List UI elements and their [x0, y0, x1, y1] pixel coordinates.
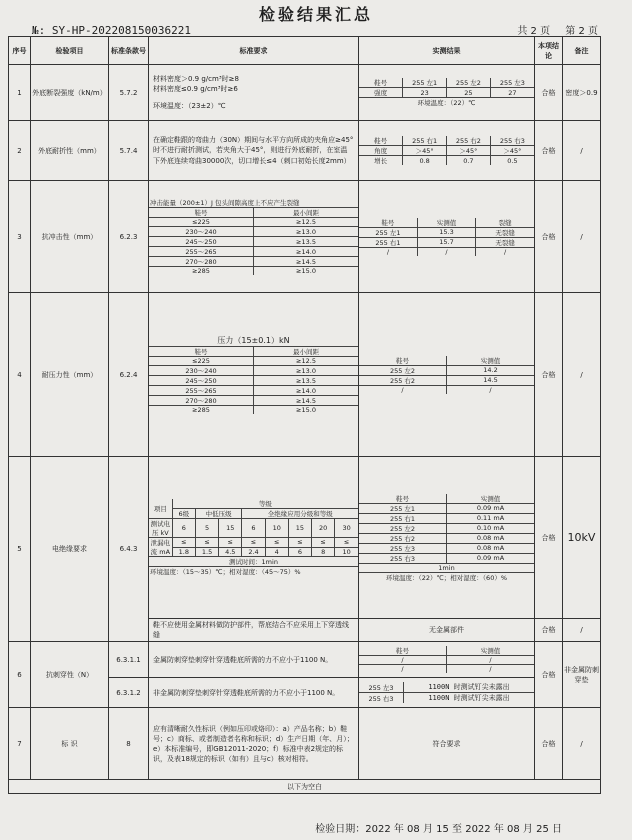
size-range: ≥285 — [149, 267, 254, 276]
res-crack: 裂缝 — [476, 218, 534, 228]
row-measured — [359, 65, 535, 121]
voltage-value: 30 — [335, 519, 358, 538]
current-sign: ≤ — [312, 538, 335, 548]
requirement-header: 冲击能量（200±1）J 包头间隙高度上不应产生裂缝 — [149, 198, 358, 208]
row-seq: 3 — [9, 181, 31, 293]
label-value: 实测值 — [447, 494, 535, 504]
measured-value: 27 — [490, 88, 534, 98]
measured-value: 0.10 mA — [447, 523, 535, 533]
row-measured — [359, 293, 535, 457]
row-remark: / — [563, 181, 601, 293]
table-row — [9, 121, 601, 181]
min-gap: ≥14.0 — [254, 386, 359, 396]
voltage-value: 15 — [219, 519, 242, 538]
col-value: 实测值 — [447, 646, 535, 656]
measured-value: 0.08 mA — [447, 543, 535, 553]
row-conclusion: 合格 — [535, 708, 563, 780]
env-result: 环境温度：（22）℃；相对湿度：（60）% — [359, 572, 534, 582]
requirement-line: 材料密度＞0.9 g/cm³时≥8 — [153, 75, 239, 84]
row-conclusion: 合格 — [535, 457, 563, 619]
size-range: 270～280 — [149, 396, 254, 406]
header-conclusion: 本项结论 — [535, 37, 563, 65]
shoe-size: 255 左1 — [403, 78, 447, 88]
shoe-size: / — [359, 385, 447, 394]
shoe-size: 255 左1 — [359, 503, 447, 513]
table-row — [9, 642, 601, 678]
size-range: 230～240 — [149, 366, 254, 376]
row-item: 外底断裂强度（kN/m） — [31, 65, 109, 121]
current-sign: ≤ — [265, 538, 288, 548]
current-value: 1.5 — [195, 547, 218, 557]
row-remark: 密度＞0.9 — [563, 65, 601, 121]
voltage-value: 6 — [172, 519, 195, 538]
requirement-subtable — [149, 198, 358, 275]
shoe-size: 255 右2 — [359, 375, 447, 385]
growth-value: 0.7 — [447, 156, 491, 166]
measured-value: 1100N 时测试钉尖未露出 — [404, 693, 535, 704]
shoe-size: 255 左1 — [359, 227, 417, 237]
row-measured — [359, 121, 535, 181]
row-seq: 4 — [9, 293, 31, 457]
table-row — [9, 708, 601, 780]
row-item: 抗刺穿性（N） — [31, 642, 109, 708]
shoe-size: 255 右3 — [359, 553, 447, 563]
row-remark: 10kV — [563, 457, 601, 619]
current-value: 6 — [288, 547, 311, 557]
current-value: 2.4 — [242, 547, 265, 557]
row-requirement: 在确定鞋跟的弯曲力（30N）期间与水平方向所成的夹角应≥45°时不进行耐折测试，若夹角大于45°，则进行外底耐折，在室温下外底连续弯曲30000次，切口增长≤4（刺口初始长度2mm） — [149, 121, 359, 181]
row-requirement — [149, 65, 359, 121]
label-shoe: 鞋号 — [359, 494, 447, 504]
size-range: ≤225 — [149, 218, 254, 227]
row-remark: / — [563, 293, 601, 457]
row-requirement: 金属防刺穿垫刺穿针穿透鞋底所需的力不应小于1100 N。 — [149, 642, 359, 678]
row-clause: 6.3.1.2 — [109, 678, 149, 708]
min-gap: ≥14.0 — [254, 247, 359, 257]
shoe-size: 255 左3 — [359, 682, 404, 693]
measured-value: 0.11 mA — [447, 513, 535, 523]
size-range: 255～265 — [149, 386, 254, 396]
res-shoe: 鞋号 — [359, 218, 417, 228]
row-seq: 7 — [9, 708, 31, 780]
growth-value: 0.5 — [490, 156, 534, 166]
measured-subtable — [359, 218, 534, 256]
res-value: 实测值 — [447, 356, 535, 366]
header-remark: 备注 — [563, 37, 601, 65]
table-row — [9, 181, 601, 293]
shoe-size: / — [359, 665, 447, 674]
group-low: 6级 — [172, 509, 195, 519]
row-requirement — [149, 457, 359, 619]
voltage-value: 20 — [312, 519, 335, 538]
current-sign: ≤ — [288, 538, 311, 548]
measured-value: 15.3 — [417, 227, 475, 237]
voltage-value: 5 — [195, 519, 218, 538]
res-value: 实测值 — [417, 218, 475, 228]
current-sign: ≤ — [335, 538, 358, 548]
table-row — [9, 293, 601, 457]
min-gap: ≥13.0 — [254, 366, 359, 376]
min-gap: ≥15.0 — [254, 406, 359, 415]
row-requirement: 应有清晰耐久性标识（例如压印或烙印）：a）产品名称；b）鞋号；c）商标、或者制造者名称和标识；d）生产日期（年、月）；e）本标准编号，即GB12011-2020；f）标准中表2规定的标识，及表18规定的标识（如有）且与c）核对相符。 — [149, 708, 359, 780]
label-growth: 增长 — [359, 156, 403, 166]
measured-value: 23 — [403, 88, 447, 98]
measured-value: / — [447, 385, 535, 394]
shoe-size: 255 左3 — [359, 543, 447, 553]
footer-note: 以下为空白 — [9, 780, 601, 794]
report-number: №: SY-HP-202208150036221 — [32, 24, 191, 37]
label-voltage: 测试电压 kV — [149, 519, 172, 538]
crack-result: 无裂缝 — [476, 237, 534, 247]
measured-subtable — [359, 682, 534, 703]
measured-subtable — [359, 356, 534, 394]
angle-value: ＞45° — [403, 146, 447, 156]
table-header — [9, 37, 601, 65]
row-remark: 非金属防刺穿垫 — [563, 642, 601, 708]
res-shoe: 鞋号 — [359, 356, 447, 366]
measured-subtable — [359, 78, 534, 107]
voltage-value: 15 — [288, 519, 311, 538]
min-gap: ≥13.5 — [254, 376, 359, 386]
row-clause: 5.7.4 — [109, 121, 149, 181]
table-row — [9, 457, 601, 619]
col-min: 最小间距 — [254, 347, 359, 357]
min-gap: ≥14.5 — [254, 257, 359, 267]
metal-result: 无金属部件 — [359, 619, 535, 642]
header-measured: 实测结果 — [359, 37, 535, 65]
row-item: 耐压力性（mm） — [31, 293, 109, 457]
row-clause: 6.4.3 — [109, 457, 149, 642]
current-sign: ≤ — [172, 538, 195, 548]
row-requirement — [149, 181, 359, 293]
row-clause: 6.2.4 — [109, 293, 149, 457]
min-gap: ≥12.5 — [254, 357, 359, 366]
current-value: 4.5 — [219, 547, 242, 557]
crack-result: 无裂缝 — [476, 227, 534, 237]
shoe-size: 255 右1 — [359, 237, 417, 247]
current-sign: ≤ — [195, 538, 218, 548]
angle-value: ＞45° — [447, 146, 491, 156]
size-range: 270～280 — [149, 257, 254, 267]
measured-value: 0.08 mA — [447, 533, 535, 543]
page-total: 共 2 页 — [517, 26, 551, 37]
voltage-value: 6 — [242, 519, 265, 538]
row-item: 外底耐折性（mm） — [31, 121, 109, 181]
shoe-size: 255 左3 — [490, 78, 534, 88]
row-measured — [359, 678, 535, 708]
header-requirement: 标准要求 — [149, 37, 359, 65]
measured-value: / — [417, 247, 475, 256]
table-row — [9, 65, 601, 121]
row-conclusion: 合格 — [535, 642, 563, 708]
current-value: 1.8 — [172, 547, 195, 557]
test-date: 检验日期：2022 年 08 月 15 至 2022 年 08 月 25 日 — [315, 824, 562, 835]
row-clause: 6.3.1.1 — [109, 642, 149, 678]
shoe-size: / — [359, 247, 417, 256]
measured-value: 15.7 — [417, 237, 475, 247]
row-item: 抗冲击性（mm） — [31, 181, 109, 293]
shoe-size: 255 左2 — [359, 365, 447, 375]
size-range: ≤225 — [149, 357, 254, 366]
header-item: 检验项目 — [31, 37, 109, 65]
row-remark: / — [563, 121, 601, 181]
row-clause: 6.2.3 — [109, 181, 149, 293]
size-range: 245～250 — [149, 237, 254, 247]
row-requirement — [149, 293, 359, 457]
row-remark: / — [563, 708, 601, 780]
row-remark: / — [563, 619, 601, 642]
page-current: 第 2 页 — [565, 26, 598, 37]
row-measured: 符合要求 — [359, 708, 535, 780]
measured-subtable — [359, 494, 534, 582]
row-conclusion: 合格 — [535, 619, 563, 642]
current-value: 8 — [312, 547, 335, 557]
shoe-size: 255 右3 — [490, 136, 534, 146]
row-conclusion: 合格 — [535, 293, 563, 457]
shoe-size: 255 右3 — [359, 693, 404, 704]
row-clause: 5.7.2 — [109, 65, 149, 121]
label-shoe: 鞋号 — [359, 78, 403, 88]
size-range: 245～250 — [149, 376, 254, 386]
label-item: 项目 — [149, 499, 172, 519]
row-conclusion: 合格 — [535, 65, 563, 121]
shoe-size: 255 右1 — [403, 136, 447, 146]
results-table — [8, 36, 601, 794]
group-mid: 中低压级 — [195, 509, 241, 519]
row-measured — [359, 457, 535, 619]
shoe-size: / — [359, 656, 447, 665]
insulation-grade-table — [149, 499, 358, 576]
page-title: 检验结果汇总 — [258, 5, 373, 24]
measured-value: 14.2 — [447, 365, 535, 375]
row-item: 标 识 — [31, 708, 109, 780]
col-min: 最小间距 — [254, 208, 359, 218]
measured-value: / — [447, 665, 535, 674]
footer-row — [9, 780, 601, 794]
min-gap: ≥15.0 — [254, 267, 359, 276]
row-item: 电绝缘要求 — [31, 457, 109, 642]
angle-value: ＞45° — [490, 146, 534, 156]
header-seq: 序号 — [9, 37, 31, 65]
col-shoe: 鞋号 — [149, 347, 254, 357]
row-clause: 8 — [109, 708, 149, 780]
current-value: 10 — [335, 547, 358, 557]
test-duration: 测试时间：1min — [149, 557, 358, 567]
min-gap: ≥14.5 — [254, 396, 359, 406]
measured-subtable — [359, 136, 534, 165]
measured-value: 0.09 mA — [447, 553, 535, 563]
growth-value: 0.8 — [403, 156, 447, 166]
row-seq: 2 — [9, 121, 31, 181]
row-seq: 6 — [9, 642, 31, 708]
row-measured — [359, 181, 535, 293]
shoe-size: 255 左2 — [359, 523, 447, 533]
row-seq: 1 — [9, 65, 31, 121]
row-measured — [359, 642, 535, 678]
row-conclusion: 合格 — [535, 181, 563, 293]
label-grade: 等级 — [172, 499, 358, 509]
label-strength: 强度 — [359, 88, 403, 98]
current-value: 4 — [265, 547, 288, 557]
env-result: 环境温度：（22）℃ — [359, 98, 534, 108]
measured-value: 0.09 mA — [447, 503, 535, 513]
shoe-size: 255 右2 — [447, 136, 491, 146]
size-range: ≥285 — [149, 406, 254, 415]
requirement-env: 环境温度：（23±2）℃ — [153, 101, 226, 110]
header-standard: 标准条款号 — [109, 37, 149, 65]
label-shoe: 鞋号 — [359, 136, 403, 146]
label-angle: 角度 — [359, 146, 403, 156]
measured-subtable — [359, 646, 534, 673]
min-gap: ≥13.5 — [254, 237, 359, 247]
env-requirement: 环境温度：（15～35）℃；相对湿度：（45～75）% — [149, 567, 358, 577]
measured-value: 1100N 时测试钉尖未露出 — [404, 682, 535, 693]
row-conclusion: 合格 — [535, 121, 563, 181]
size-range: 255～265 — [149, 247, 254, 257]
metal-requirement: 鞋不应使用金属材料做防护部件，帮底结合不应采用上下穿透线缝 — [149, 619, 359, 642]
shoe-size: 255 右2 — [359, 533, 447, 543]
voltage-value: 10 — [265, 519, 288, 538]
crack-result: / — [476, 247, 534, 256]
group-high: 全绝缘应用分级和等级 — [242, 509, 358, 519]
requirement-header: 压力（15±0.1）kN — [149, 335, 358, 347]
row-seq: 5 — [9, 457, 31, 642]
current-sign: ≤ — [219, 538, 242, 548]
requirement-subtable — [149, 335, 358, 414]
shoe-size: 255 左2 — [447, 78, 491, 88]
measured-value: 25 — [447, 88, 491, 98]
page-count — [505, 22, 598, 37]
current-sign: ≤ — [242, 538, 265, 548]
col-shoe: 鞋号 — [149, 208, 254, 218]
row-requirement: 非金属防刺穿垫刺穿针穿透鞋底所需的力不应小于1100 N。 — [149, 678, 359, 708]
measured-value: / — [447, 656, 535, 665]
requirement-line: 材料密度≤0.9 g/cm³时≥6 — [153, 85, 238, 94]
shoe-size: 255 右1 — [359, 513, 447, 523]
label-current: 泄漏电流 mA — [149, 538, 172, 557]
measured-value: 14.5 — [447, 375, 535, 385]
col-shoe: 鞋号 — [359, 646, 447, 656]
min-gap: ≥12.5 — [254, 218, 359, 227]
time-result: 1min — [359, 563, 534, 572]
size-range: 230～240 — [149, 227, 254, 237]
min-gap: ≥13.0 — [254, 227, 359, 237]
